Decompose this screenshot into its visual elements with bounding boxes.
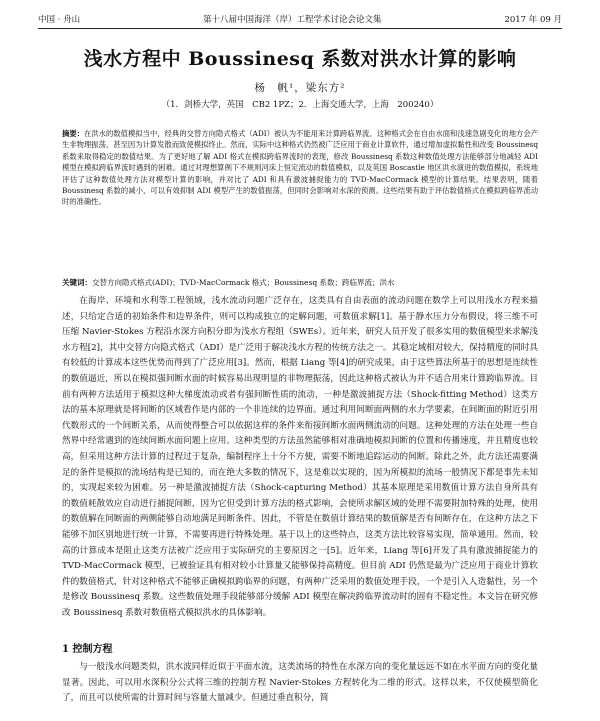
section-heading: 1 控制方程 (62, 644, 113, 655)
keywords (62, 277, 538, 288)
keywords-label: 关键词： (62, 278, 92, 287)
abstract (62, 128, 538, 208)
running-header (38, 10, 562, 29)
paper-authors: 杨 帆¹，梁东方² (254, 82, 346, 94)
section-1-body (62, 660, 538, 707)
introduction (62, 294, 538, 621)
header-location: 中国 · 舟山 (38, 15, 81, 25)
paper-affiliation: （1．剑桥大学，英国 CB2 1PZ；2．上海交通大学，上海 200240） (161, 100, 439, 110)
paper-title: 浅水方程中 Boussinesq 系数对洪水计算的影响 (83, 48, 517, 70)
header-proceedings: 第十八届中国海洋（岸）工程学术讨论会论文集 (203, 15, 382, 25)
keywords-text: 交替方向隐式格式(ADI)；TVD-MacCormack 格式；Boussinesq 系数；跨临界流；洪水 (92, 278, 395, 287)
abstract-text: 在洪水的数值模拟当中，经典的交替方向隐式格式（ADI）被认为不能用来计算跨临界流。这种格式会在自由水面和浅速急剧变化的地方会产生非物理振荡，甚至因为计算发散而致使模拟终止。然而，实际中这种格式仍然被广泛应用于商业计算软件，通过增加虚拟黏性和改变 Boussinesq 系数来取得稳定的数值结果。为了更好地了解 ADI 格式在模拟跨临界流时的表现，修改 Boussinesq 系数这种数值处理方法能够部分地减轻 ADI 模型在模拟跨临界流时遇到的困难。通过对理想算例下不规则河床上恒定流动的数值模拟，以及英国 Boscastle 地区洪水演进的数值模拟，系统地评估了这种数值处理方法对模型计算的影响，并对比了 ADI 和具有激波捕捉能力的 TVD-MacCormack 模型的计算结果。结果表明，随着 Boussinesq 系数的减小，可以有效抑制 ADI 模型产生的数值振荡，但同时会影响对水深的预测。这些结果有助于评估数值格式在模拟跨临界流动时的准确性。 (62, 129, 538, 207)
abstract-label: 摘要： (62, 129, 84, 138)
header-date: 2017 年 09 月 (504, 15, 562, 25)
intro-paragraph: 在海岸、环境和水利等工程领域，浅水流动问题广泛存在，这类具有自由表面的流动问题在数学上可以用浅水方程来描述，只给定合适的初始条件和边界条件，则可以构成独立的定解问题，可数值求解[1]。基于静水压力分布假设，将三维不可压缩 Navier-Stokes 方程沿水深方向积分即为浅水方程组（SWEs）。近年来，研究人员开发了很多实用的数值模型来求解浅水方程[2]，其中交替方向隐式格式（ADI）是广泛用于解决浅水方程的传统方法之一。其稳定域相对较大，保持精度的同时具有较低的计算成本这些优势而得到了广泛应用[3]。然而，根据 Liang 等[4]的研究成果，由于这些算法所基于的思想是连续性的数值逼近，所以在模拟强间断水面的时候容易出现明显的非物理振荡，因此这种格式被认为并不适合用来计算跨临界流。目前有两种方法适用于模拟这种大梯度流动或者有强间断性质的流动，一种是激波捕捉方法（Shock-fitting Method）这类方法的基本原理就是将间断的区域看作是内部的一个非连续的边界面。通过利用间断面两侧的水力学要素，在间断面的附近引用代数形式的一个间断关系，从而使得整合可以依据这样的条件来衔接间断水面两侧流动的问题。这种处理的方法在处理一些自然界中经常遇到的连续间断水面问题上应用。这种类型的方法虽然能够相对准确地模拟间断的位置和传播速度，并且精度也较高，但采用这种方法计算的过程过于复杂，编制程序上十分不方便，需要不断地追踪运动的间断。除此之外，此方法还需要满足的条件是模拟的流场结构是已知的，而在绝大多数的情况下，这是难以实现的，因为所模拟的流场一般情况下都是事先未知的，实现起来较为困难。另一种是激波捕捉方法（Shock-capturing Method）其基本原理是采用数值计算方法自身所具有的数值耗散效应自动进行捕捉间断，因为它但受到计算方法的格式影响，会使所求解区域的处理不需要附加特殊的处理，使用的数值解在间断面的两侧能够自动地满足间断条件。因此，不管是在数值计算结果的数值解是否有间断存在，在这种方法之下能够不加区别地进行统一计算，不需要再进行特殊处理。基于以上的这些特点，这类方法比较容易实现，简单通用。然而，较高的计算成本是阻止这类方法被广泛应用于实际研究的主要原因之一[5]。近年来，Liang 等[6]开发了具有激波捕捉能力的 TVD-MacCormack 模型，已被验证具有相对较小计算量又能够保持高精度。但目前 ADI 仍然是最为广泛应用于商业计算软件的数值格式，针对这种格式不能够正确模拟跨临界的问题，有两种广泛采用的数值处理手段，一个是引入人造黏性，另一个是修改 Boussinesq 系数。这些数值处理手段能够部分缓解 ADI 模型在解决跨临界流动时的固有不稳定性。本文旨在研究修改 Boussinesq 系数对数值格式模拟洪水的具体影响。 (62, 296, 538, 618)
section-paragraph: 与一般浅水问题类似，洪水波同样近似于平面水流，这类流场的特性在水深方向的变化量远远不如在水平面方向的变化量显著。因此，可以用水深积分公式将三维的控制方程 Navier-Stokes 方程转化为二维的形式。这样以来，不仅使模型简化了，而且可以使所需的计算时间与容量大量减少。但通过垂直积分，简 (62, 662, 538, 704)
